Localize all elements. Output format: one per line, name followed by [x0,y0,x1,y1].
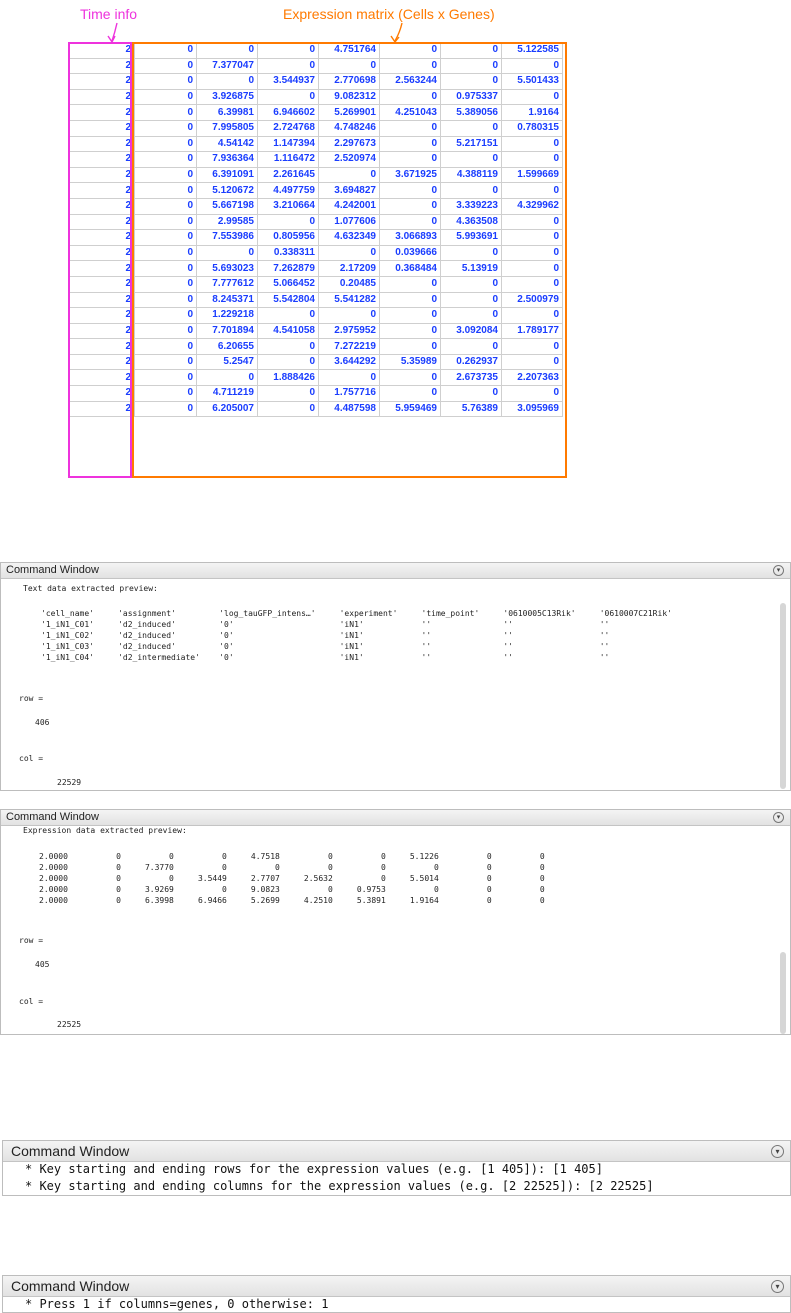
expression-cell[interactable]: 2.500979 [502,292,563,308]
table-row [69,354,563,370]
expression-cell[interactable]: 2.975952 [319,323,380,339]
vertical-scrollbar[interactable] [780,603,786,789]
time-cell[interactable]: 2 [69,230,135,246]
text-preview-line: '1_iN1_C02' 'd2_induced' '0' 'iN1' '' '' '' [41,631,610,640]
expression-cell[interactable]: 5.066452 [258,276,319,292]
text-preview-line: '1_iN1_C01' 'd2_induced' '0' 'iN1' '' '' '' [41,620,610,629]
time-cell[interactable]: 2 [69,261,135,277]
expression-cell[interactable]: 0 [135,354,197,370]
text-preview-line: 'cell_name' 'assignment' 'log_tauGFP_intens…' 'experiment' 'time_point' '0610005C13Rik' '0610007C21Rik' [41,609,672,618]
time-cell[interactable]: 2 [69,214,135,230]
time-cell[interactable]: 2 [69,120,135,136]
window-title-text: Command Window [6,811,99,823]
expression-cell[interactable]: 2.207363 [502,370,563,386]
expression-cell[interactable]: 0 [135,308,197,324]
expression-cell[interactable]: 4.541058 [258,323,319,339]
table-row [69,261,563,277]
text-preview-line: '1_iN1_C03' 'd2_induced' '0' 'iN1' '' '' '' [41,642,610,651]
table-row [69,386,563,402]
expression-cell[interactable]: 0 [380,386,441,402]
time-cell[interactable]: 2 [69,370,135,386]
expression-cell[interactable]: 0 [258,308,319,324]
time-cell[interactable]: 2 [69,339,135,355]
expression-cell[interactable]: 0 [135,323,197,339]
expression-cell[interactable]: 5.217151 [441,136,502,152]
expression-cell[interactable]: 1.599669 [502,167,563,183]
window-title-text: Command Window [11,1278,130,1294]
expression-cell[interactable]: 4.329962 [502,198,563,214]
expression-cell[interactable]: 0.975337 [441,89,502,105]
row-value: 406 [35,718,50,727]
columns-prompt-line: * Key starting and ending columns for the expression values (e.g. [2 22525]): [2 22525] [25,1179,654,1193]
expression-preview-line: 2.0000 0 0 0 4.7518 0 0 5.1226 0 0 [39,852,545,861]
window-title-text: Command Window [6,564,99,576]
expression-cell[interactable]: 3.544937 [258,74,319,90]
table-row [69,43,563,59]
time-cell[interactable]: 2 [69,74,135,90]
time-cell[interactable]: 2 [69,308,135,324]
expression-cell[interactable]: 0 [319,58,380,74]
expression-cell[interactable]: 5.541282 [319,292,380,308]
col-value: 22529 [57,778,82,787]
expression-cell[interactable]: 7.936364 [197,152,258,168]
expression-cell[interactable]: 5.2547 [197,354,258,370]
expression-cell[interactable]: 0 [502,152,563,168]
expression-cell[interactable]: 0 [319,370,380,386]
expression-matrix-label: Expression matrix (Cells x Genes) [283,6,495,22]
preview-header: Expression data extracted preview: [23,826,187,835]
table-row [69,105,563,121]
expression-cell[interactable]: 0 [502,354,563,370]
window-menu-icon[interactable]: ▾ [773,812,784,823]
expression-cell[interactable]: 0 [502,183,563,199]
expression-cell[interactable]: 5.122585 [502,43,563,59]
expression-cell[interactable]: 1.888426 [258,370,319,386]
expression-cell[interactable]: 7.701894 [197,323,258,339]
time-cell[interactable]: 2 [69,89,135,105]
expression-cell[interactable]: 5.693023 [197,261,258,277]
expression-cell[interactable]: 4.632349 [319,230,380,246]
expression-cell[interactable]: 3.339223 [441,198,502,214]
expression-cell[interactable]: 0.20485 [319,276,380,292]
expression-cell[interactable]: 3.095969 [502,401,563,417]
expression-preview-line: 2.0000 0 7.3770 0 0 0 0 0 0 0 [39,863,545,872]
expression-cell[interactable]: 6.391091 [197,167,258,183]
window-menu-icon[interactable]: ▾ [771,1145,784,1158]
expression-cell[interactable]: 2.261645 [258,167,319,183]
command-window-title [1,563,790,579]
row-label: row = [19,694,44,703]
expression-cell[interactable]: 4.711219 [197,386,258,402]
table-row [69,230,563,246]
expression-preview-line: 2.0000 0 0 3.5449 2.7707 2.5632 0 5.5014 0 0 [39,874,545,883]
expression-cell[interactable]: 0 [135,43,197,59]
expression-cell[interactable]: 7.553986 [197,230,258,246]
expression-cell[interactable]: 0 [380,198,441,214]
expression-cell[interactable]: 5.959469 [380,401,441,417]
command-window-text-preview [0,562,791,791]
expression-cell[interactable]: 0 [135,370,197,386]
expression-cell[interactable]: 0 [441,58,502,74]
expression-cell[interactable]: 6.39981 [197,105,258,121]
expression-cell[interactable]: 2.724768 [258,120,319,136]
expression-cell[interactable]: 0 [258,89,319,105]
expression-cell[interactable]: 0 [135,58,197,74]
expression-cell[interactable]: 5.542804 [258,292,319,308]
expression-cell[interactable]: 0 [319,245,380,261]
expression-cell[interactable]: 0 [197,245,258,261]
expression-cell[interactable]: 0 [135,152,197,168]
expression-cell[interactable]: 0 [441,74,502,90]
expression-cell[interactable]: 0 [441,339,502,355]
time-cell[interactable]: 2 [69,292,135,308]
expression-cell[interactable]: 0 [441,292,502,308]
expression-cell[interactable]: 0 [135,183,197,199]
expression-cell[interactable]: 0 [380,58,441,74]
expression-cell[interactable]: 0 [380,136,441,152]
expression-cell[interactable]: 0 [502,214,563,230]
expression-cell[interactable]: 4.388119 [441,167,502,183]
expression-cell[interactable]: 5.76389 [441,401,502,417]
expression-cell[interactable]: 0 [135,230,197,246]
expression-cell[interactable]: 0 [380,276,441,292]
expression-cell[interactable]: 8.245371 [197,292,258,308]
time-cell[interactable]: 2 [69,152,135,168]
table-row [69,167,563,183]
expression-cell[interactable]: 0 [135,136,197,152]
expression-cell[interactable]: 0.805956 [258,230,319,246]
expression-cell[interactable]: 7.777612 [197,276,258,292]
time-cell[interactable]: 2 [69,136,135,152]
expression-cell[interactable]: 0 [441,386,502,402]
expression-cell[interactable]: 0.338311 [258,245,319,261]
expression-cell[interactable]: 5.389056 [441,105,502,121]
table-row [69,370,563,386]
expression-cell[interactable]: 0 [441,120,502,136]
table-row [69,323,563,339]
expression-cell[interactable]: 0 [319,167,380,183]
time-cell[interactable]: 2 [69,401,135,417]
table-row [69,276,563,292]
table-row [69,401,563,417]
table-row [69,152,563,168]
expression-cell[interactable]: 7.262879 [258,261,319,277]
expression-cell[interactable]: 4.242001 [319,198,380,214]
expression-cell[interactable]: 0 [135,245,197,261]
expression-cell[interactable]: 0 [258,43,319,59]
time-cell[interactable]: 2 [69,198,135,214]
expression-cell[interactable]: 0 [502,261,563,277]
expression-cell[interactable]: 2.673735 [441,370,502,386]
command-window-title [1,810,790,826]
expression-cell[interactable]: 0 [135,167,197,183]
expression-cell[interactable]: 0 [135,120,197,136]
columns-genes-prompt-line: * Press 1 if columns=genes, 0 otherwise: 1 [25,1297,329,1311]
time-cell[interactable]: 2 [69,58,135,74]
table-row [69,214,563,230]
expression-cell[interactable]: 0 [502,58,563,74]
expression-cell[interactable]: 0 [441,152,502,168]
time-info-arrow [105,22,125,44]
expression-cell[interactable]: 0 [502,276,563,292]
table-row [69,89,563,105]
table-row [69,198,563,214]
time-cell[interactable]: 2 [69,323,135,339]
time-info-label: Time info [80,6,138,22]
expression-cell[interactable]: 0 [197,43,258,59]
expression-cell[interactable]: 2.297673 [319,136,380,152]
expression-cell[interactable]: 0 [135,198,197,214]
time-cell[interactable]: 2 [69,183,135,199]
expression-cell[interactable]: 0 [441,43,502,59]
expression-cell[interactable]: 5.667198 [197,198,258,214]
time-cell[interactable]: 2 [69,276,135,292]
expression-cell[interactable]: 0.368484 [380,261,441,277]
expression-cell[interactable]: 0 [441,276,502,292]
window-menu-icon[interactable]: ▾ [771,1280,784,1293]
expression-cell[interactable]: 7.995805 [197,120,258,136]
expression-cell[interactable]: 0 [258,339,319,355]
expression-cell[interactable]: 0 [135,386,197,402]
table-row [69,183,563,199]
table-row [69,58,563,74]
expression-cell[interactable]: 0 [502,245,563,261]
expression-cell[interactable]: 4.748246 [319,120,380,136]
expression-cell[interactable]: 3.671925 [380,167,441,183]
expression-cell[interactable]: 1.9164 [502,105,563,121]
expression-cell[interactable]: 0 [380,292,441,308]
expression-cell[interactable]: 5.269901 [319,105,380,121]
expression-cell[interactable]: 6.205007 [197,401,258,417]
expression-cell[interactable]: 0 [197,74,258,90]
expression-cell[interactable]: 0 [319,308,380,324]
expression-cell[interactable]: 0 [135,292,197,308]
expression-cell[interactable]: 0 [502,89,563,105]
expression-cell[interactable]: 0.039666 [380,245,441,261]
command-window-key-ranges [2,1140,791,1196]
expression-cell[interactable]: 4.487598 [319,401,380,417]
expression-cell[interactable]: 4.497759 [258,183,319,199]
window-menu-icon[interactable]: ▾ [773,565,784,576]
window-title-text: Command Window [11,1143,130,1159]
expression-cell[interactable]: 5.13919 [441,261,502,277]
expression-cell[interactable]: 7.377047 [197,58,258,74]
expression-cell[interactable]: 5.120672 [197,183,258,199]
expression-cell[interactable]: 0.780315 [502,120,563,136]
expression-preview-line: 2.0000 0 6.3998 6.9466 5.2699 4.2510 5.3891 1.9164 0 0 [39,896,545,905]
expression-cell[interactable]: 0 [502,230,563,246]
time-cell[interactable]: 2 [69,167,135,183]
expression-cell[interactable]: 0 [502,339,563,355]
expression-cell[interactable]: 9.082312 [319,89,380,105]
command-window-genes-orientation [2,1275,791,1313]
vertical-scrollbar[interactable] [780,952,786,1034]
expression-cell[interactable]: 0 [380,43,441,59]
expression-matrix-arrow [388,22,408,44]
expression-cell[interactable]: 4.751764 [319,43,380,59]
table-row [69,120,563,136]
rows-prompt-line: * Key starting and ending rows for the expression values (e.g. [1 405]): [1 405] [25,1162,603,1176]
expression-cell[interactable]: 2.563244 [380,74,441,90]
expression-cell[interactable]: 5.35989 [380,354,441,370]
text-preview-line: '1_iN1_C04' 'd2_intermediate' '0' 'iN1' '' '' '' [41,653,610,662]
col-label: col = [19,997,44,1006]
time-cell[interactable]: 2 [69,354,135,370]
expression-cell[interactable]: 0 [258,354,319,370]
expression-cell[interactable]: 4.251043 [380,105,441,121]
time-cell[interactable]: 2 [69,43,135,59]
table-row [69,308,563,324]
expression-cell[interactable]: 0 [380,339,441,355]
expression-cell[interactable]: 0 [197,370,258,386]
expression-cell[interactable]: 0 [258,386,319,402]
expression-cell[interactable]: 3.926875 [197,89,258,105]
expression-cell[interactable]: 1.077606 [319,214,380,230]
expression-cell[interactable]: 5.501433 [502,74,563,90]
expression-cell[interactable]: 1.147394 [258,136,319,152]
expression-cell[interactable]: 2.520974 [319,152,380,168]
col-label: col = [19,754,44,763]
expression-cell[interactable]: 6.946602 [258,105,319,121]
table-row [69,136,563,152]
expression-cell[interactable]: 4.54142 [197,136,258,152]
expression-cell[interactable]: 3.644292 [319,354,380,370]
expression-cell[interactable]: 1.789177 [502,323,563,339]
expression-cell[interactable]: 0 [135,339,197,355]
expression-cell[interactable]: 2.770698 [319,74,380,90]
table-row [69,292,563,308]
expression-cell[interactable]: 2.99585 [197,214,258,230]
expression-cell[interactable]: 0 [258,58,319,74]
expression-cell[interactable]: 0 [502,136,563,152]
expression-cell[interactable]: 0 [135,105,197,121]
expression-cell[interactable]: 0 [135,214,197,230]
table-row [69,245,563,261]
expression-cell[interactable]: 3.694827 [319,183,380,199]
expression-cell[interactable]: 0.262937 [441,354,502,370]
expression-cell[interactable]: 0 [380,308,441,324]
expression-preview-line: 2.0000 0 3.9269 0 9.0823 0 0.9753 0 0 0 [39,885,545,894]
expression-cell[interactable]: 1.116472 [258,152,319,168]
expression-cell[interactable]: 6.20655 [197,339,258,355]
expression-cell[interactable]: 7.272219 [319,339,380,355]
expression-cell[interactable]: 0 [380,323,441,339]
expression-cell[interactable]: 0 [441,183,502,199]
expression-cell[interactable]: 0 [502,386,563,402]
expression-cell[interactable]: 0 [441,245,502,261]
time-cell[interactable]: 2 [69,105,135,121]
expression-cell[interactable]: 0 [380,120,441,136]
expression-spreadsheet [68,42,563,417]
expression-cell[interactable]: 5.993691 [441,230,502,246]
time-cell[interactable]: 2 [69,386,135,402]
expression-cell[interactable]: 0 [135,261,197,277]
expression-cell[interactable]: 4.363508 [441,214,502,230]
row-value: 405 [35,960,50,969]
table-row [69,339,563,355]
expression-cell[interactable]: 0 [441,308,502,324]
expression-cell[interactable]: 0 [502,308,563,324]
expression-cell[interactable]: 1.757716 [319,386,380,402]
time-cell[interactable]: 2 [69,245,135,261]
expression-cell[interactable]: 0 [380,89,441,105]
expression-cell[interactable]: 3.092084 [441,323,502,339]
preview-header: Text data extracted preview: [23,584,158,593]
table-row [69,74,563,90]
command-window-title [3,1141,790,1162]
expression-cell[interactable]: 0 [380,152,441,168]
expression-cell[interactable]: 0 [380,214,441,230]
col-value: 22525 [57,1020,82,1029]
expression-cell[interactable]: 0 [135,89,197,105]
expression-cell[interactable]: 2.17209 [319,261,380,277]
expression-cell[interactable]: 0 [258,401,319,417]
expression-cell[interactable]: 0 [380,370,441,386]
expression-cell[interactable]: 3.210664 [258,198,319,214]
row-label: row = [19,936,44,945]
expression-cell[interactable]: 0 [135,74,197,90]
expression-cell[interactable]: 0 [380,183,441,199]
expression-cell[interactable]: 0 [258,214,319,230]
expression-cell[interactable]: 1.229218 [197,308,258,324]
expression-cell[interactable]: 0 [135,276,197,292]
expression-cell[interactable]: 0 [135,401,197,417]
command-window-title [3,1276,790,1297]
expression-cell[interactable]: 3.066893 [380,230,441,246]
command-window-expression-preview [0,809,791,1035]
